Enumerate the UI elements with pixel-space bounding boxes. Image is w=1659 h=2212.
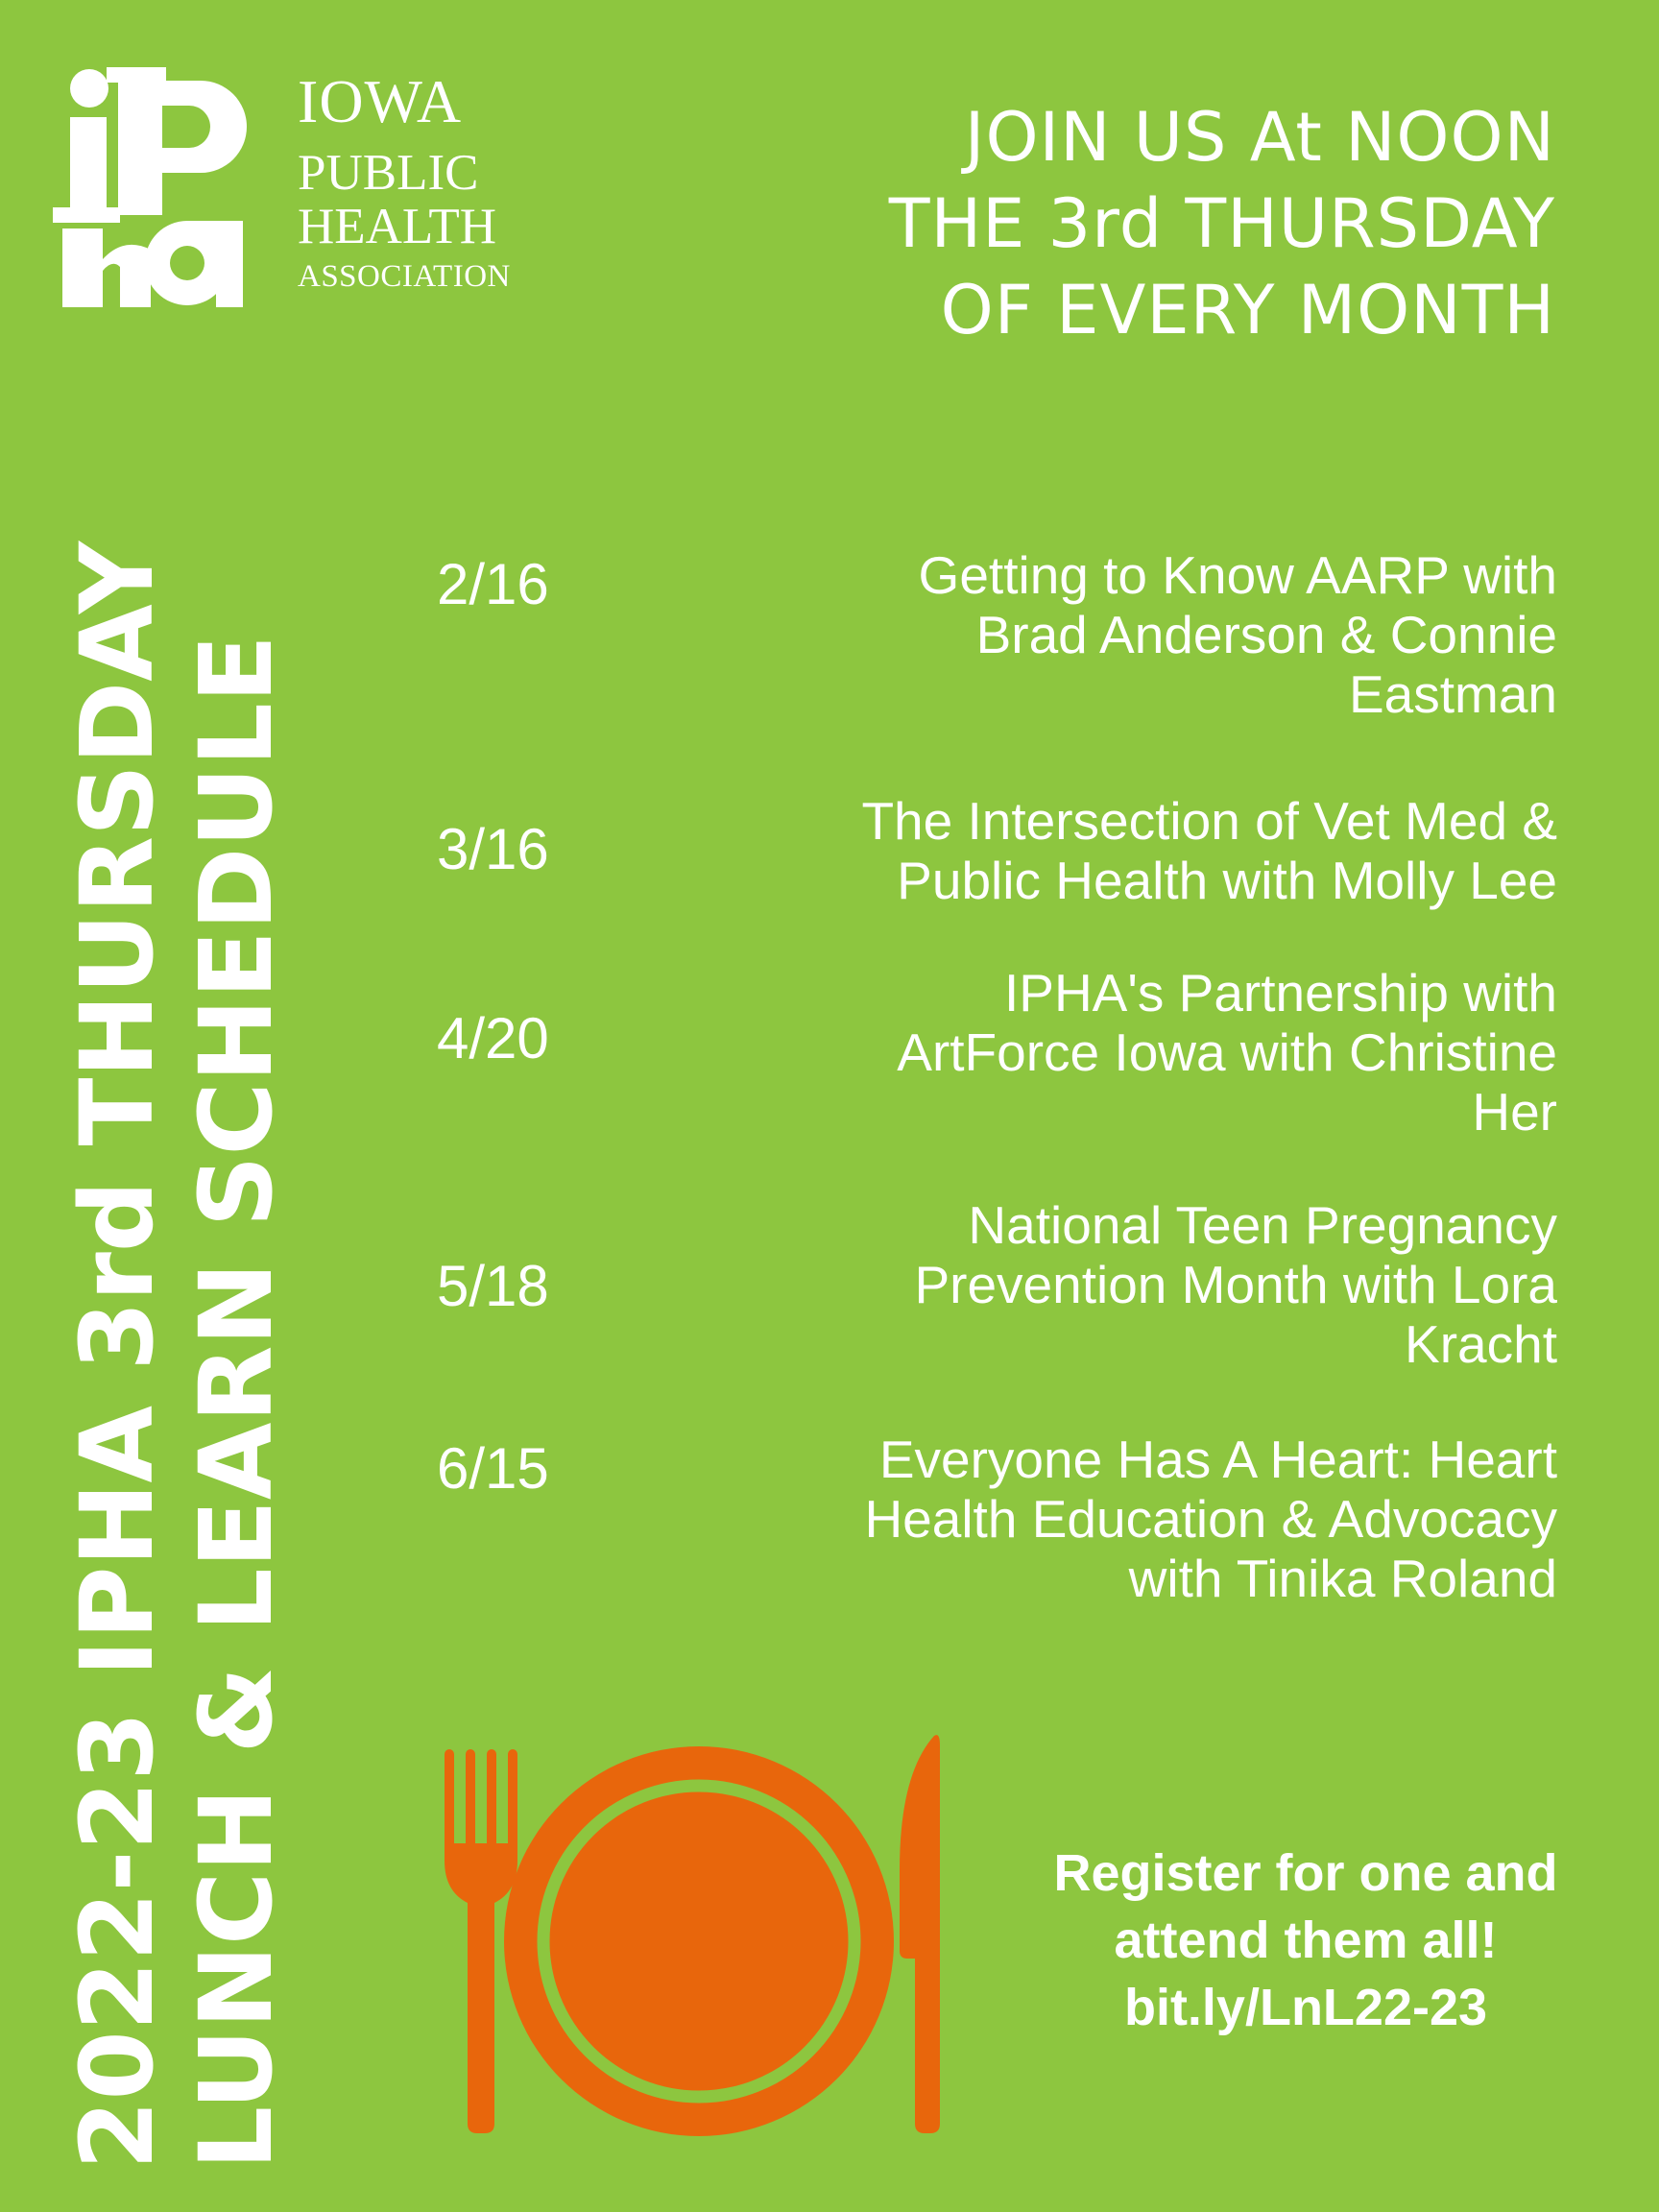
schedule-date: 4/20 — [437, 1006, 549, 1070]
schedule-title-line: Kracht — [1405, 1314, 1557, 1374]
schedule-title — [610, 545, 1557, 724]
logo-text-health: HEALTH — [298, 199, 497, 254]
schedule-item — [437, 1430, 1557, 1608]
headline-line-1: JOIN US At NOON — [964, 98, 1555, 177]
registration-link[interactable]: bit.ly/LnL22-23 — [1123, 1979, 1488, 2036]
headline-line-3: OF EVERY MONTH — [940, 271, 1555, 349]
schedule-title-line: The Intersection of Vet Med & — [861, 791, 1557, 851]
vertical-title-line-2: LUNCH & LEARN SCHEDULE — [178, 634, 295, 2170]
logo-text-public: PUBLIC — [298, 145, 479, 201]
schedule-title — [610, 1195, 1557, 1374]
plate-fork-knife-icon — [437, 1728, 955, 2151]
headline — [691, 94, 1555, 353]
schedule-date: 2/16 — [437, 552, 549, 616]
ipha-monogram-logo — [53, 67, 288, 307]
register-callout — [979, 1839, 1632, 2041]
register-line-2: attend them all! — [1114, 1911, 1498, 1969]
schedule-title-line: Prevention Month with Lora — [914, 1255, 1557, 1314]
schedule-title-line: Eastman — [1348, 664, 1557, 724]
vertical-title — [58, 346, 296, 2170]
schedule-title-line: Getting to Know AARP with — [918, 545, 1557, 605]
schedule-item — [437, 545, 1557, 724]
schedule-list — [437, 545, 1557, 1608]
schedule-date: 6/15 — [437, 1436, 549, 1501]
schedule-title-line: Brad Anderson & Connie — [975, 605, 1557, 664]
schedule-item — [437, 791, 1557, 910]
register-line-1: Register for one and — [1053, 1844, 1558, 1902]
schedule-item — [437, 1195, 1557, 1374]
ipha-logo — [53, 67, 552, 317]
schedule-title-line: National Teen Pregnancy — [968, 1195, 1557, 1255]
logo-text-iowa: IOWA — [298, 67, 463, 135]
schedule-title — [610, 791, 1557, 910]
schedule-title-line: Everyone Has A Heart: Heart — [878, 1430, 1557, 1489]
schedule-item — [437, 963, 1557, 1142]
schedule-title-line: Health Education & Advocacy — [864, 1489, 1557, 1549]
vertical-title-line-1: 2022-23 IPHA 3rd THURSDAY — [59, 541, 176, 2170]
schedule-title-line: Public Health with Molly Lee — [897, 851, 1557, 910]
schedule-title — [610, 963, 1557, 1142]
schedule-title — [610, 1430, 1557, 1608]
schedule-title-line: IPHA's Partnership with — [1004, 963, 1557, 1022]
schedule-title-line: ArtForce Iowa with Christine — [897, 1022, 1557, 1082]
headline-line-2: THE 3rd THURSDAY — [888, 184, 1555, 263]
schedule-title-line: Her — [1472, 1082, 1557, 1142]
schedule-date: 5/18 — [437, 1254, 549, 1318]
schedule-title-line: with Tinika Roland — [1128, 1549, 1557, 1608]
logo-text-association: ASSOCIATION — [298, 259, 511, 294]
schedule-date: 3/16 — [437, 817, 549, 881]
